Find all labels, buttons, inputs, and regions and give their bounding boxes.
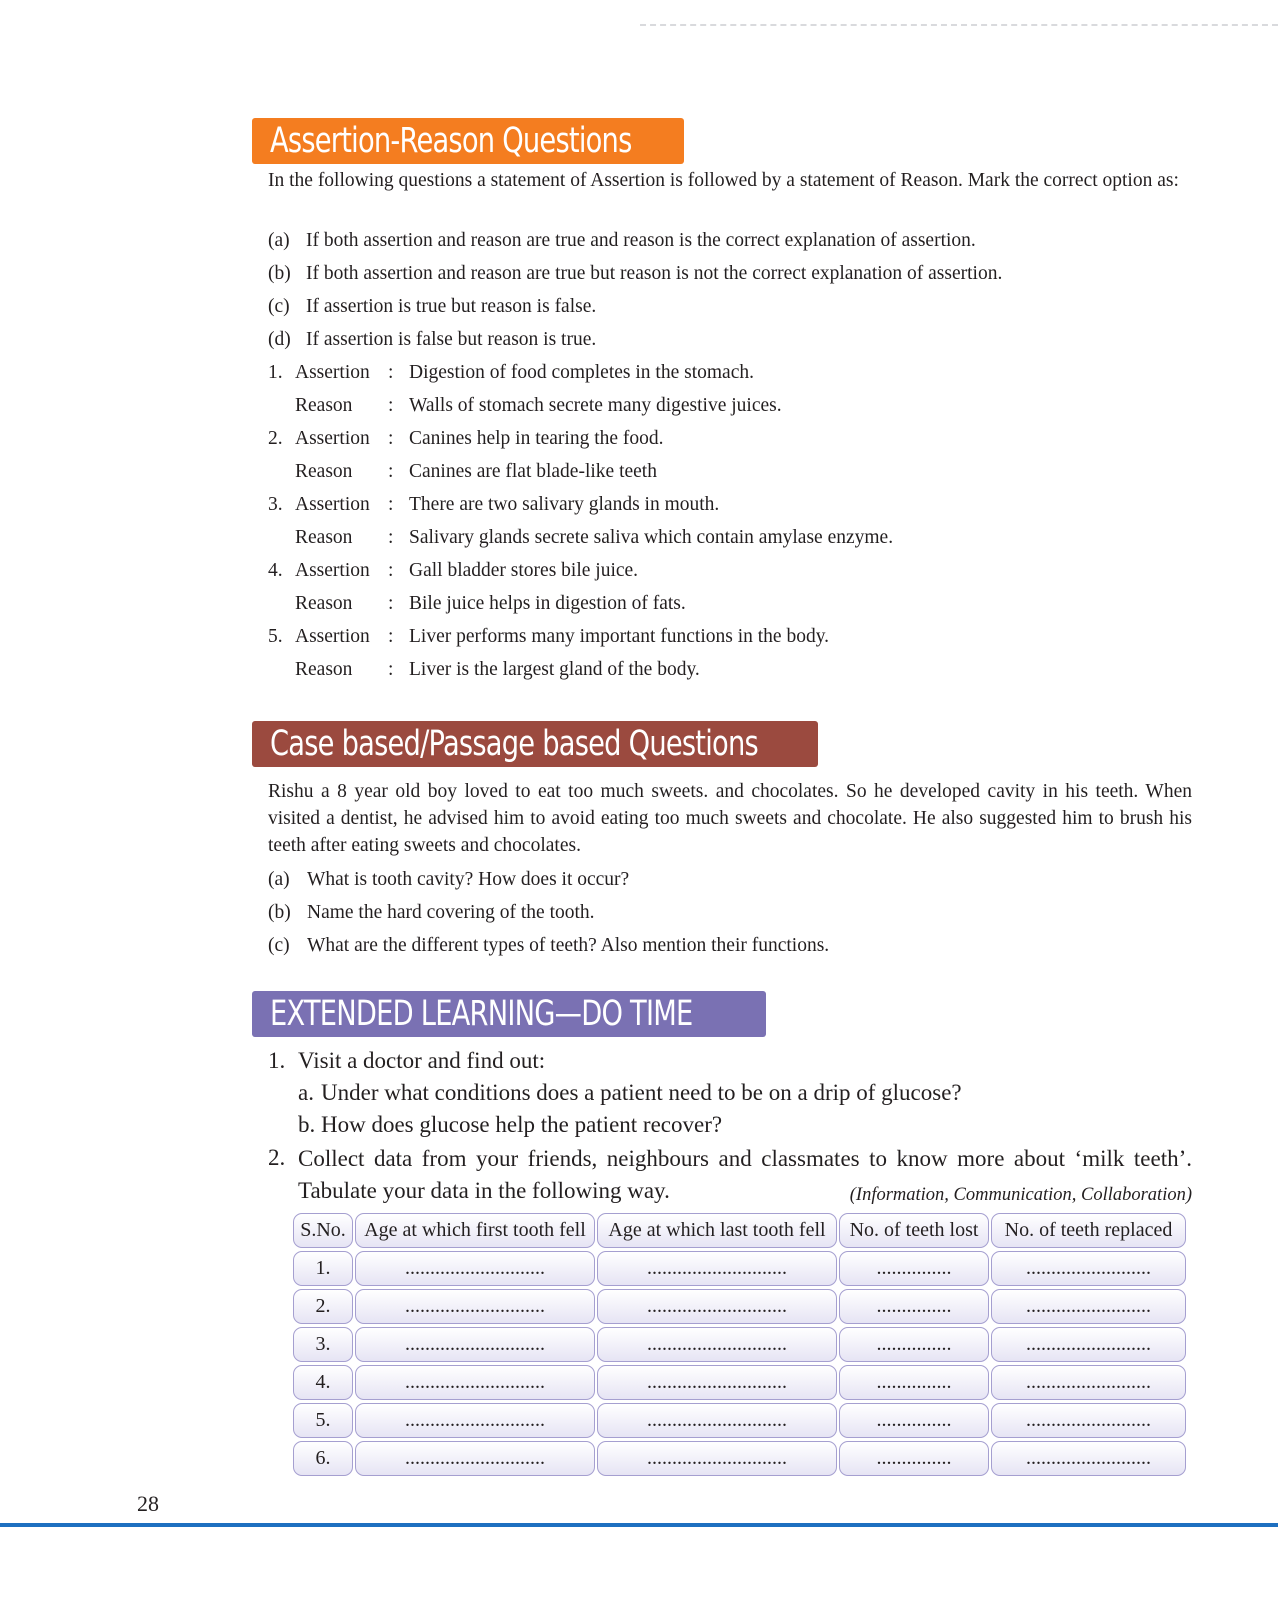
- reason-text: Bile juice helps in digestion of fats.: [409, 593, 686, 614]
- table-cell: ............................: [597, 1403, 837, 1438]
- reason-text: Canines are flat blade-like teeth: [409, 461, 657, 482]
- table-header-cell: No. of teeth lost: [839, 1213, 989, 1248]
- assertion-reason-heading: Assertion-Reason Questions: [252, 118, 684, 164]
- table-cell: 4.: [293, 1365, 353, 1400]
- assertion-text: Digestion of food completes in the stomach.: [409, 362, 754, 383]
- case-question-label: (b): [268, 902, 291, 923]
- extended-learning-heading: EXTENDED LEARNING—DO TIME: [252, 991, 766, 1037]
- question-number: 3.: [268, 494, 283, 515]
- table-cell: ...............: [839, 1441, 989, 1476]
- skills-credit: (Information, Communication, Collaboration): [849, 1185, 1192, 1205]
- table-cell: ............................: [355, 1327, 595, 1362]
- table-cell: ...............: [839, 1251, 989, 1286]
- item-text: Collect data from your friends, neighbours and classmates to know more about ‘milk teeth’. Tabulate your data in the following way.: [298, 1146, 1192, 1203]
- colon: :: [388, 428, 394, 449]
- table-cell: ...............: [839, 1403, 989, 1438]
- colon: :: [388, 494, 394, 515]
- case-question-label: (c): [268, 935, 290, 956]
- table-cell: ............................: [355, 1289, 595, 1324]
- option-label: (d): [268, 329, 291, 350]
- table-cell: .........................: [991, 1403, 1186, 1438]
- table-cell: ...............: [839, 1289, 989, 1324]
- option-label: (c): [268, 296, 290, 317]
- table-cell: .........................: [991, 1327, 1186, 1362]
- table-header-cell: No. of teeth replaced: [991, 1213, 1186, 1248]
- assertion-label: Assertion: [295, 494, 370, 515]
- table-cell: ............................: [597, 1327, 837, 1362]
- colon: :: [388, 626, 394, 647]
- table-cell: ............................: [355, 1365, 595, 1400]
- table-cell: 3.: [293, 1327, 353, 1362]
- reason-label: Reason: [295, 659, 353, 680]
- table-cell: ...............: [839, 1327, 989, 1362]
- question-number: 1.: [268, 362, 283, 383]
- case-question-text: What is tooth cavity? How does it occur?: [307, 869, 630, 890]
- reason-text: Walls of stomach secrete many digestive juices.: [409, 395, 782, 416]
- assertion-text: Canines help in tearing the food.: [409, 428, 664, 449]
- assertion-text: There are two salivary glands in mouth.: [409, 494, 720, 515]
- table-cell: 5.: [293, 1403, 353, 1438]
- table-cell: ............................: [597, 1289, 837, 1324]
- colon: :: [388, 560, 394, 581]
- table-header-cell: S.No.: [293, 1213, 353, 1248]
- assertion-text: Gall bladder stores bile juice.: [409, 560, 639, 581]
- sub-item-text: How does glucose help the patient recover?: [321, 1112, 723, 1137]
- option-text: If assertion is true but reason is false.: [306, 296, 597, 317]
- sub-item-label: a.: [298, 1080, 314, 1105]
- table-cell: ............................: [355, 1441, 595, 1476]
- table-cell: ............................: [597, 1441, 837, 1476]
- colon: :: [388, 659, 394, 680]
- item-text: Visit a doctor and find out:: [298, 1048, 546, 1073]
- case-passage: Rishu a 8 year old boy loved to eat too much sweets. and chocolates. So he developed cavity in his teeth. When visited a dentist, he advised him to avoid eating too much sweets and chocolate. He also suggested him to brush his teeth after eating sweets and chocolates.: [268, 781, 1192, 856]
- table-cell: .........................: [991, 1289, 1186, 1324]
- option-text: If both assertion and reason are true but reason is not the correct explanation of assertion.: [306, 263, 1003, 284]
- case-question-text: What are the different types of teeth? Also mention their functions.: [307, 935, 830, 956]
- table-cell: 1.: [293, 1251, 353, 1286]
- question-number: 2.: [268, 428, 283, 449]
- table-cell: 6.: [293, 1441, 353, 1476]
- assertion-label: Assertion: [295, 626, 370, 647]
- colon: :: [388, 362, 394, 383]
- table-cell: ...............: [839, 1365, 989, 1400]
- top-dashed-rule: [640, 24, 1278, 26]
- reason-label: Reason: [295, 527, 353, 548]
- table-cell: ............................: [355, 1403, 595, 1438]
- table-cell: .........................: [991, 1365, 1186, 1400]
- item-number: 2.: [268, 1145, 286, 1170]
- sub-item-label: b.: [298, 1112, 316, 1137]
- option-label: (a): [268, 230, 290, 251]
- reason-label: Reason: [295, 395, 353, 416]
- option-text: If both assertion and reason are true and reason is the correct explanation of assertion.: [306, 230, 976, 251]
- question-number: 4.: [268, 560, 283, 581]
- sub-item-text: Under what conditions does a patient need to be on a drip of glucose?: [321, 1080, 962, 1105]
- reason-text: Salivary glands secrete saliva which contain amylase enzyme.: [409, 527, 894, 548]
- option-label: (b): [268, 263, 291, 284]
- assertion-reason-intro: In the following questions a statement of Assertion is followed by a statement of Reason. Mark the correct option as:: [268, 170, 1179, 191]
- table-cell: ............................: [355, 1251, 595, 1286]
- case-based-heading: Case based/Passage based Questions: [252, 721, 818, 767]
- table-cell: .........................: [991, 1441, 1186, 1476]
- table-cell: 2.: [293, 1289, 353, 1324]
- table-header-cell: Age at which first tooth fell: [355, 1213, 595, 1248]
- assertion-label: Assertion: [295, 560, 370, 581]
- colon: :: [388, 461, 394, 482]
- table-cell: ............................: [597, 1251, 837, 1286]
- page-number: 28: [137, 1491, 159, 1516]
- assertion-label: Assertion: [295, 428, 370, 449]
- case-question-text: Name the hard covering of the tooth.: [307, 902, 595, 923]
- case-question-label: (a): [268, 869, 290, 890]
- colon: :: [388, 527, 394, 548]
- option-text: If assertion is false but reason is true.: [306, 329, 597, 350]
- item-number: 1.: [268, 1048, 286, 1073]
- table-header-cell: Age at which last tooth fell: [597, 1213, 837, 1248]
- reason-label: Reason: [295, 593, 353, 614]
- bottom-rule: [0, 1523, 1278, 1527]
- question-number: 5.: [268, 626, 283, 647]
- assertion-label: Assertion: [295, 362, 370, 383]
- assertion-text: Liver performs many important functions in the body.: [409, 626, 830, 647]
- table-cell: ............................: [597, 1365, 837, 1400]
- colon: :: [388, 593, 394, 614]
- table-cell: .........................: [991, 1251, 1186, 1286]
- reason-text: Liver is the largest gland of the body.: [409, 659, 700, 680]
- reason-label: Reason: [295, 461, 353, 482]
- colon: :: [388, 395, 394, 416]
